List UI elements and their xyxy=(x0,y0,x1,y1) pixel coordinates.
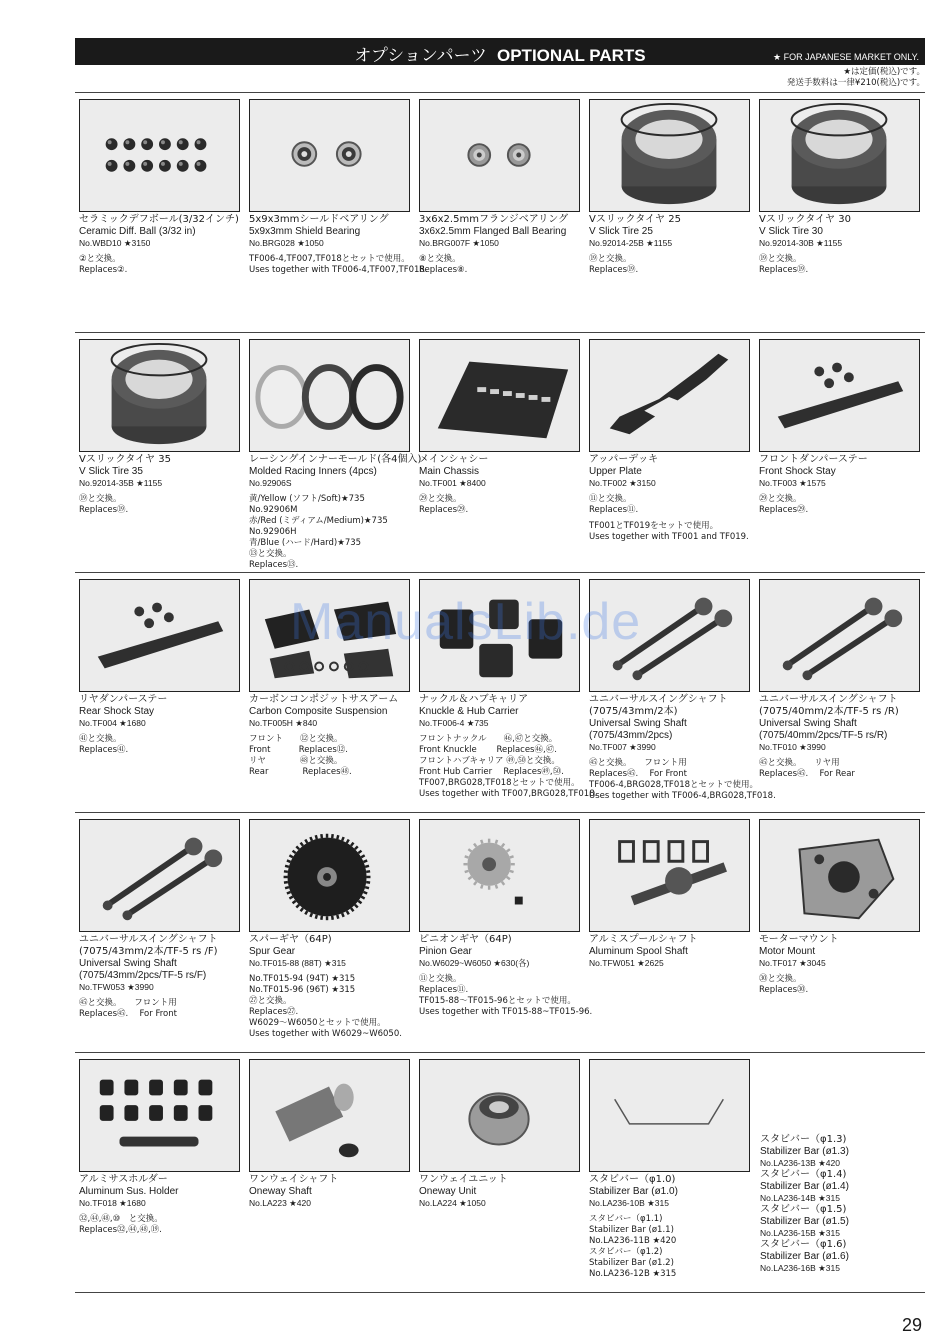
product-photo xyxy=(759,819,920,932)
product-note: ㊺と交換。 フロント用 xyxy=(79,998,177,1008)
product-name-jp: Vスリックタイヤ 35 xyxy=(79,454,171,465)
product-note: 黄/Yellow (ソフト/Soft)★735 xyxy=(249,494,365,504)
product-name-jp: ナックル＆ハブキャリア xyxy=(419,694,529,705)
product-name-en: Rear Shock Stay xyxy=(79,706,155,717)
product-note: Stabilizer Bar (ø1.2) xyxy=(589,1258,674,1268)
section-divider xyxy=(75,1052,925,1053)
product-photo xyxy=(249,1059,410,1172)
product-text xyxy=(249,214,428,276)
product-number: No.W6029~W6050 ★630(各) xyxy=(419,958,530,968)
product-text xyxy=(759,214,929,276)
product-text xyxy=(79,934,249,1020)
product-photo xyxy=(79,339,240,452)
price-notes xyxy=(665,67,925,89)
product-note: No.92906M xyxy=(249,505,298,515)
product-note: W6029～W6050とセットで使用。 xyxy=(249,1018,386,1028)
product-note: スタビバー（φ1.1) xyxy=(589,1214,663,1224)
product-note: ㉗と交換。 xyxy=(249,996,292,1006)
product-photo xyxy=(79,99,240,212)
product-photo xyxy=(759,99,920,212)
product-name-jp: レーシングインナーモールド(各4個入) xyxy=(249,454,422,465)
product-note: Front Hub Carrier Replaces㊾,㊿. xyxy=(419,767,564,777)
product-text xyxy=(79,694,249,756)
product-note: TF007,BRG028,TF018とセットで使用。 xyxy=(419,778,580,788)
product-name-jp: Vスリックタイヤ 25 xyxy=(589,214,681,225)
product-note: TF006-4,BRG028,TF018とセットで使用。 xyxy=(589,780,759,790)
product-note: リヤ ㊽と交換。 xyxy=(249,756,343,766)
product-note: Replaces⑧. xyxy=(419,265,468,275)
product-note: TF015-88～TF015-96とセットで使用。 xyxy=(419,996,576,1006)
product-number: No.LA224 ★1050 xyxy=(419,1198,486,1208)
product-number: No.TFW053 ★3990 xyxy=(79,982,154,992)
product-text xyxy=(589,934,759,969)
product-number: No.TF017 ★3045 xyxy=(759,958,826,968)
section-divider xyxy=(75,332,925,333)
product-photo xyxy=(79,1059,240,1172)
product-text xyxy=(589,214,759,276)
product-name-jp: アルミサスホルダー xyxy=(79,1174,168,1185)
product-number: No.TF015-88 (88T) ★315 xyxy=(249,958,346,968)
product-note: ㉚と交換。 xyxy=(759,974,802,984)
product-photo xyxy=(759,339,920,452)
product-note: Replaces㊺. For Front xyxy=(589,769,687,779)
product-photo xyxy=(79,819,240,932)
product-name-en: Oneway Shaft xyxy=(249,1186,312,1197)
product-name-en: Front Shock Stay xyxy=(759,466,836,477)
product-photo xyxy=(589,819,750,932)
product-note: ㊺と交換。 リヤ用 xyxy=(759,758,840,768)
product-note: 青/Blue (ハード/Hard)★735 xyxy=(249,538,362,548)
product-note: Replaces⑲. xyxy=(79,505,129,515)
product-number: No.LA223 ★420 xyxy=(249,1198,311,1208)
product-text xyxy=(419,214,589,276)
product-number: No.92014-25B ★1155 xyxy=(589,238,673,248)
product-name-jp: セラミックデフボール(3/32インチ) xyxy=(79,214,239,225)
product-spec-jp: (7075/43mm/2本) xyxy=(589,706,678,717)
product-photo xyxy=(589,339,750,452)
product-spec-jp: (7075/40mm/2本/TF-5 rs /R) xyxy=(759,706,899,717)
product-note: ⑲と交換。 xyxy=(589,254,632,264)
product-note: Uses together with TF007,BRG028,TF018. xyxy=(419,789,598,799)
product-note: ⑧と交換。 xyxy=(419,254,461,264)
product-number: No.LA236-14B ★315 xyxy=(760,1193,840,1203)
product-note: Uses together with TF006-4,TF007,TF018. xyxy=(249,265,428,275)
product-photo xyxy=(419,819,580,932)
product-number: No.LA236-10B ★315 xyxy=(589,1198,669,1208)
product-note: ㉙と交換。 xyxy=(419,494,462,504)
product-text xyxy=(589,1174,759,1280)
watermark: ManualsLib.de xyxy=(290,593,642,651)
product-note: Replaces㉚. xyxy=(759,985,809,995)
product-name-en: Stabilizer Bar (ø1.6) xyxy=(760,1251,849,1262)
product-name-jp: ユニバーサルスイングシャフト xyxy=(589,694,728,705)
product-photo xyxy=(589,579,750,692)
product-name-en: V Slick Tire 25 xyxy=(589,226,653,237)
price-note-2: 発送手数料は一律¥210(税込)です。 xyxy=(786,78,925,88)
product-note: No.92906H xyxy=(249,527,297,537)
title-jp: オプションパーツ xyxy=(354,46,487,66)
section-divider xyxy=(75,92,925,93)
product-note: Replaces②. xyxy=(79,265,128,275)
title-en: OPTIONAL PARTS xyxy=(497,46,646,65)
product-photo xyxy=(249,339,410,452)
product-name-en: Stabilizer Bar (ø1.5) xyxy=(760,1216,849,1227)
product-number: No.TFW051 ★2625 xyxy=(589,958,664,968)
product-name-jp: 5x9x3mmシールドベアリング xyxy=(249,214,389,225)
product-note: No.TF015-96 (96T) ★315 xyxy=(249,985,356,995)
product-note: Replaces⑲. xyxy=(589,265,639,275)
product-text xyxy=(249,934,419,1040)
product-text xyxy=(79,1174,249,1236)
product-name-jp: スタビバー（φ1.5) xyxy=(760,1204,847,1215)
product-name-en: Motor Mount xyxy=(759,946,816,957)
product-name-en: Pinion Gear xyxy=(419,946,472,957)
product-note: Replaces⑲. xyxy=(759,265,809,275)
product-note: ⑪と交換。 xyxy=(419,974,462,984)
stabilizer-list xyxy=(760,1134,930,1274)
product-number: No.LA236-16B ★315 xyxy=(760,1263,840,1273)
product-number: No.TF002 ★3150 xyxy=(589,478,656,488)
product-note: ㊶と交換。 xyxy=(79,734,122,744)
product-note: No.LA236-12B ★315 xyxy=(589,1269,677,1279)
product-number: No.BRG007F ★1050 xyxy=(419,238,499,248)
product-name-jp: ユニバーサルスイングシャフト xyxy=(79,934,218,945)
product-number: No.TF004 ★1680 xyxy=(79,718,146,728)
product-name-en: Knuckle & Hub Carrier xyxy=(419,706,519,717)
section-divider xyxy=(75,572,925,573)
product-note: Replaces㉜,㊹,㊽,⑲. xyxy=(79,1225,162,1235)
product-name-en: (7075/40mm/2pcs/TF-5 rs/R) xyxy=(759,730,888,741)
section-divider xyxy=(75,812,925,813)
product-text xyxy=(419,1174,589,1209)
product-name-en: Aluminum Sus. Holder xyxy=(79,1186,179,1197)
product-note: No.TF015-94 (94T) ★315 xyxy=(249,974,356,984)
product-photo xyxy=(419,1059,580,1172)
product-note: ㊺と交換。 フロント用 xyxy=(589,758,687,768)
product-note: Replaces㊶. xyxy=(79,745,129,755)
product-number: No.TF005H ★840 xyxy=(249,718,318,728)
product-note: Uses together with TF015-88~TF015-96. xyxy=(419,1007,593,1017)
product-name-jp: スタビバー（φ1.0) xyxy=(589,1174,676,1185)
product-name-en: Spur Gear xyxy=(249,946,296,957)
page-number: 29 xyxy=(901,1315,922,1335)
price-note-1: ★は定価(税込)です。 xyxy=(843,67,925,77)
product-name-en: V Slick Tire 35 xyxy=(79,466,143,477)
product-text xyxy=(249,694,419,778)
product-name-jp: ピニオンギヤ（64P) xyxy=(419,934,512,945)
product-number: No.WBD10 ★3150 xyxy=(79,238,151,248)
product-name-jp: カーボンコンポジットサスアーム xyxy=(249,694,399,705)
product-text xyxy=(589,454,759,543)
product-number: No.TF006-4 ★735 xyxy=(419,718,489,728)
product-text xyxy=(419,454,589,516)
product-note: スタビバー（φ1.2) xyxy=(589,1247,663,1257)
product-text xyxy=(759,694,929,780)
product-note: フロントハブキャリア ㊾,㊿と交換。 xyxy=(419,756,560,766)
product-number: No.TF001 ★8400 xyxy=(419,478,486,488)
product-name-jp: ワンウェイユニット xyxy=(419,1174,508,1185)
product-name-en: Stabilizer Bar (ø1.3) xyxy=(760,1146,849,1157)
product-number: No.LA236-13B ★420 xyxy=(760,1158,840,1168)
product-name-jp: Vスリックタイヤ 30 xyxy=(759,214,851,225)
product-text xyxy=(249,454,422,571)
product-note: TF001とTF019をセットで使用。 xyxy=(589,521,719,531)
market-note: ★ FOR JAPANESE MARKET ONLY. xyxy=(773,52,919,62)
product-note: TF006-4,TF007,TF018とセットで使用。 xyxy=(249,254,410,264)
product-name-en: Upper Plate xyxy=(589,466,642,477)
product-name-jp: スタビバー（φ1.6) xyxy=(760,1239,847,1250)
product-note: Uses together with W6029~W6050. xyxy=(249,1029,402,1039)
product-photo xyxy=(589,1059,750,1172)
product-number: No.92906S xyxy=(249,478,292,488)
product-text xyxy=(589,694,776,802)
product-number: No.BRG028 ★1050 xyxy=(249,238,324,248)
product-number: No.LA236-15B ★315 xyxy=(760,1228,840,1238)
product-name-jp: リヤダンパーステー xyxy=(79,694,168,705)
product-photo xyxy=(589,99,750,212)
product-name-jp: フロントダンパーステー xyxy=(759,454,868,465)
product-note: ②と交換。 xyxy=(79,254,121,264)
product-note: Replaces⑪. xyxy=(589,505,639,515)
product-photo xyxy=(249,99,410,212)
product-number: No.92014-35B ★1155 xyxy=(79,478,163,488)
product-text xyxy=(759,454,929,516)
product-name-en: V Slick Tire 30 xyxy=(759,226,823,237)
product-note: Uses together with TF006-4,BRG028,TF018. xyxy=(589,791,776,801)
product-name-jp: モーターマウント xyxy=(759,934,839,945)
product-note: Replaces㉙. xyxy=(419,505,469,515)
product-note: ⑪と交換。 xyxy=(589,494,632,504)
header-bar xyxy=(75,38,925,65)
product-name-en: 5x9x3mm Shield Bearing xyxy=(249,226,361,237)
product-note: Stabilizer Bar (ø1.1) xyxy=(589,1225,674,1235)
product-note: ⑲と交換。 xyxy=(759,254,802,264)
product-photo xyxy=(79,579,240,692)
product-name-jp: アッパーデッキ xyxy=(589,454,659,465)
product-photo xyxy=(249,579,410,692)
product-note: ㉜,㊹,㊽,⑩ と交換。 xyxy=(79,1214,163,1224)
section-divider xyxy=(75,1292,925,1293)
product-name-en: Universal Swing Shaft xyxy=(589,718,687,729)
product-note: Replaces㊺. For Front xyxy=(79,1009,177,1019)
product-name-en: Stabilizer Bar (ø1.0) xyxy=(589,1186,678,1197)
product-name-jp: ユニバーサルスイングシャフト xyxy=(759,694,898,705)
product-note: ⑲と交換。 xyxy=(79,494,122,504)
product-note: Replaces㉙. xyxy=(759,505,809,515)
product-spec-jp: (7075/43mm/2本/TF-5 rs /F) xyxy=(79,946,218,957)
product-name-en: Molded Racing Inners (4pcs) xyxy=(249,466,377,477)
product-note: Replaces㉗. xyxy=(249,1007,299,1017)
product-note: Front Replaces⑫. xyxy=(249,745,348,755)
product-note: フロントナックル ㊻,㊼と交換。 xyxy=(419,734,558,744)
product-text xyxy=(249,1174,419,1209)
product-note: No.LA236-11B ★420 xyxy=(589,1236,677,1246)
product-note: 赤/Red (ミディアム/Medium)★735 xyxy=(249,516,388,526)
product-number: No.TF018 ★1680 xyxy=(79,1198,146,1208)
product-name-en: (7075/43mm/2pcs/TF-5 rs/F) xyxy=(79,970,207,981)
product-note: Front Knuckle Replaces㊻,㊼. xyxy=(419,745,557,755)
product-name-jp: アルミスプールシャフト xyxy=(589,934,698,945)
product-name-jp: ワンウェイシャフト xyxy=(249,1174,339,1185)
product-note: ⑬と交換。 xyxy=(249,549,292,559)
product-name-en: Universal Swing Shaft xyxy=(79,958,177,969)
product-name-en: 3x6x2.5mm Flanged Ball Bearing xyxy=(419,226,567,237)
product-note: フロント ⑫と交換。 xyxy=(249,734,343,744)
product-photo xyxy=(419,579,580,692)
product-text xyxy=(419,934,593,1018)
product-photo xyxy=(759,579,920,692)
product-text xyxy=(79,214,249,276)
product-name-jp: スタビバー（φ1.4) xyxy=(760,1169,847,1180)
product-photo xyxy=(419,339,580,452)
product-name-jp: スパーギヤ（64P) xyxy=(249,934,332,945)
product-number: No.TF003 ★1575 xyxy=(759,478,826,488)
product-note: ㉙と交換。 xyxy=(759,494,802,504)
product-name-jp: 3x6x2.5mmフランジベアリング xyxy=(419,214,569,225)
product-name-en: Ceramic Diff. Ball (3/32 in) xyxy=(79,226,196,237)
product-name-en: Main Chassis xyxy=(419,466,480,477)
product-name-en: Aluminum Spool Shaft xyxy=(589,946,688,957)
product-name-jp: メインシャシー xyxy=(419,454,489,465)
product-name-en: Oneway Unit xyxy=(419,1186,477,1197)
product-name-en: Carbon Composite Suspension xyxy=(249,706,388,717)
product-name-en: Universal Swing Shaft xyxy=(759,718,857,729)
product-photo xyxy=(419,99,580,212)
product-text xyxy=(419,694,598,800)
product-number: No.TF010 ★3990 xyxy=(759,742,826,752)
product-note: Replaces㊺. For Rear xyxy=(759,769,855,779)
product-note: Uses together with TF001 and TF019. xyxy=(589,532,749,542)
product-text xyxy=(759,934,929,996)
product-note: Replaces⑬. xyxy=(249,560,299,570)
product-number: No.TF007 ★3990 xyxy=(589,742,656,752)
product-note: Replaces⑪. xyxy=(419,985,469,995)
product-note: Rear Replaces㊽. xyxy=(249,767,352,777)
product-name-jp: スタビバー（φ1.3) xyxy=(760,1134,847,1145)
product-photo xyxy=(249,819,410,932)
product-text xyxy=(79,454,249,516)
product-name-en: (7075/43mm/2pcs) xyxy=(589,730,673,741)
product-name-en: Stabilizer Bar (ø1.4) xyxy=(760,1181,849,1192)
product-number: No.92014-30B ★1155 xyxy=(759,238,843,248)
